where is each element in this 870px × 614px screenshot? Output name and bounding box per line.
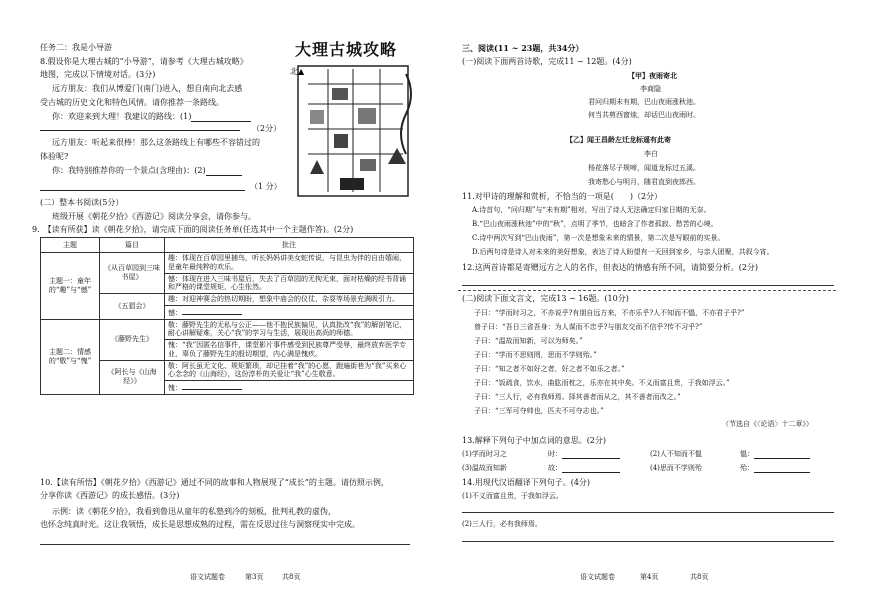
q11-option-c[interactable]: C.诗中两次写到“巴山夜雨”，第一次是想象未来的情景，第二次是写眼前的实景。	[472, 234, 725, 242]
row4-note2: 愧：	[168, 384, 182, 392]
poemA-title: 【甲】夜雨寄北	[628, 71, 677, 80]
row4-title: 《阿长与《山海经》》	[100, 360, 165, 394]
q8-you1: 你：欢迎来到大理！我建议的路线：(1)	[52, 112, 192, 121]
table-header-title: 篇目	[100, 238, 165, 253]
q10-example1: 示例：读《朝花夕拾》，我看到鲁迅从童年的私塾到冷的刻板，批判礼教的虚伪，	[52, 507, 336, 516]
poemA-line2: 何当共剪西窗烛，却话巴山夜雨时。	[588, 111, 700, 119]
q13-item4-word: 殆：	[740, 464, 754, 472]
q8-score2: （2分）	[252, 124, 282, 133]
row3-title: 《藤野先生》	[100, 319, 165, 360]
row1-note1: 趣：体现在百草园里捕鸟，听长妈妈讲美女蛇传说，与昆虫为伴的自由嬉闹，是童年最纯粹的欢乐。	[165, 253, 414, 274]
q13-item3-word: 故：	[548, 464, 562, 472]
right-footer-total: 共8页	[690, 573, 709, 581]
row3-note2: 愧：“我”因匿名信事件，课堂影片事件感受到民族尊严受辱，最终放弃医学专业，辜负了藤野先生的殷切期望，内心满是愧疚。	[165, 340, 414, 361]
row3-note1: 敬：藤野先生的无私与公正——他不抱民族偏见，认真批改“我”的解剖笔记，耐心讲解疑难，关心“我”的学习与生活，展现出高尚的师德。	[165, 319, 414, 340]
row4-answer-line[interactable]	[182, 382, 242, 390]
q13-item2-answer[interactable]	[754, 451, 810, 459]
q13-item1-answer[interactable]	[562, 451, 620, 459]
q11: 11.对甲诗的理解和赏析，不恰当的一项是( )（2分）	[462, 192, 663, 201]
theme2-cell: 主题二：情感的“敬”与“愧”	[41, 319, 100, 394]
row2-title: 《五猖会》	[100, 294, 165, 320]
classical-line7: 子曰：“三人行，必有我师焉。择其善者而从之，其不善者而改之。”	[474, 393, 681, 401]
row1-title: 《从百草园到三味书屋》	[100, 253, 165, 294]
q8-dialog1a: 远方朋友：我们从博爱门(南门)进入，想自南向北去感	[52, 84, 243, 93]
q11-option-b[interactable]: B.“巴山夜雨涨秋池”中的“秋”，点明了季节，也暗含了作者孤寂、愁苦的心境。	[472, 220, 718, 228]
q13-item4-answer[interactable]	[754, 465, 810, 473]
row2-note2: 憾：	[168, 308, 182, 317]
reading-task-table	[40, 237, 414, 395]
q13-item4: (4)思而不学则殆	[650, 464, 702, 472]
q13-item1-word: 时：	[548, 450, 562, 458]
sec3-title: 三、阅读(11 ~ 23题，共34分）	[462, 43, 584, 53]
q12-answer-line[interactable]	[462, 285, 834, 286]
left-footer-subject: 语文试题卷	[190, 573, 225, 581]
row2-answer-line[interactable]	[182, 307, 242, 315]
classical-line4: 子曰：“学而不思则罔，思而不学则殆。”	[474, 351, 597, 359]
table-header-theme: 主题	[41, 238, 100, 253]
poemB-line1: 杨花落尽子规啼，闻道龙标过五溪。	[588, 164, 700, 172]
q11-option-d[interactable]: D.后两句诗是诗人对未来的美好想象，表达了诗人盼望有一天回到家乡，与亲人团聚，共叙今宵。	[472, 248, 774, 256]
right-footer-subject: 语文试题卷	[580, 573, 615, 581]
q13-item2: (2)人不知而不愠	[650, 450, 702, 458]
q8-line1: 8.假设你是大理古城的“小导游”，请参考《大理古城攻略》	[40, 57, 248, 66]
sub2-title: (二)阅读下面文言文，完成13 ~ 16题。(10分)	[462, 294, 629, 303]
sec2-title: (二）整本书阅读(5分）	[40, 198, 124, 207]
classical-line8: 子曰：“三军可夺帅也，匹夫不可夺志也。”	[474, 407, 604, 415]
q8-line2: 地图，完成以下情境对话。(3分)	[40, 70, 156, 79]
task2-title: 任务二：我是小导游	[40, 43, 112, 52]
q10-line2: 分享你读《西游记》的成长感悟。(3分)	[40, 491, 180, 500]
poemA-author: 李商隐	[640, 85, 661, 93]
classical-line3: 子曰：“温故而知新，可以为师矣。”	[474, 337, 583, 345]
q8-answer1-line[interactable]	[191, 113, 251, 122]
q14-item2: (2)三人行，必有我师焉。	[462, 520, 542, 528]
q13-item1: (1)学而时习之	[462, 450, 507, 458]
right-footer-page: 第4页	[640, 573, 659, 581]
poemB-author: 李白	[644, 150, 658, 158]
classical-line2: 曾子曰：“吾日三省吾身：为人谋而不忠乎?与朋友交而不信乎?传不习乎?”	[474, 323, 703, 331]
q8-answer2-line2[interactable]	[40, 190, 245, 191]
q8-dialog2a: 远方朋友：听起来很棒！那么这条路线上有哪些不容错过的	[52, 138, 260, 147]
q9-line: 9. 【读有所获】读《朝花夕拾》，请完成下面的阅读任务单(任选其中一个主题作答)。(2分)	[32, 225, 354, 234]
table-header-note: 批注	[165, 238, 414, 253]
q13-item2-word: 愠：	[740, 450, 754, 458]
q14: 14.用现代汉语翻译下列句子。(4分)	[462, 478, 591, 487]
poemB-line2: 我寄愁心与明月，随君直到夜郎西。	[588, 178, 700, 186]
poemB-title: 【乙】闻王昌龄左迁龙标遥有此寄	[566, 135, 671, 144]
row1-note2: 憾：体现在进入三味书屋后，失去了百草园的无拘无束，面对枯燥的经书背诵和严格的课堂规矩，心生怅然。	[165, 273, 414, 294]
sec2-intro: 班级开展《朝花夕拾》《西游记》阅读分享会，请你参与。	[52, 212, 256, 221]
theme1-cell: 主题一：童年的“趣”与“憾”	[41, 253, 100, 320]
q14-item1-answer[interactable]	[462, 512, 834, 513]
q8-answer2-line[interactable]	[206, 167, 242, 176]
row4-note1: 敬：阿长虽无文化、规矩繁琐，却记挂着“我”的心愿，跑遍街巷为“我”买来心心念念的《山海经》，这份淳朴的关爱让“我”心生敬意。	[165, 360, 414, 381]
left-footer-page: 第3页	[245, 573, 264, 581]
classical-line6: 子曰：“饭疏食，饮水，曲肱而枕之，乐亦在其中矣。不义而富且贵，于我如浮云。”	[474, 379, 730, 387]
q8-answer1-line2[interactable]	[40, 130, 240, 131]
dali-map-illustration	[288, 44, 422, 202]
q10-example2: 也怀念纯真时光。这让我领悟，成长是思想成熟的过程，需在反思过往与洞察现实中完成。	[40, 520, 360, 529]
q10-line1: 10.【读有所悟】《朝花夕拾》《西游记》通过不同的故事和人物展现了“成长”的主题。请仿照示例，	[40, 478, 389, 487]
classical-line5: 子曰：“知之者不如好之者，好之者不如乐之者。”	[474, 365, 625, 373]
q8-score1: （1 分）	[250, 182, 282, 191]
q11-option-a[interactable]: A.诗首句，“问归期”与“未有期”相对，写出了诗人无法确定归家日期的无奈。	[472, 206, 711, 214]
poemA-line1: 君问归期未有期，巴山夜雨涨秋池。	[588, 98, 700, 106]
q13: 13.解释下列句子中加点词的意思。(2分)	[462, 436, 607, 445]
map-title: 大理古城攻略	[295, 40, 398, 59]
left-footer-total: 共8页	[282, 573, 301, 581]
q8-dialog1b: 受古城的历史文化和特色风情。请你推荐一条路线。	[40, 98, 224, 107]
section-divider	[458, 290, 836, 291]
classical-line1: 子曰：“学而时习之，不亦说乎?有朋自远方来，不亦乐乎?人不知而不愠，不亦君子乎?”	[474, 309, 745, 317]
sub1-title: (一)阅读下面两首诗歌，完成11 ~ 12题。(4分)	[462, 57, 632, 66]
q13-item3-answer[interactable]	[562, 465, 620, 473]
row2-note1: 趣：对迎神赛会的热切期盼，想象中庙会的仪仗、杂耍等场景充满吸引力。	[165, 294, 414, 306]
q10-answer-line[interactable]	[40, 544, 410, 545]
svg-text:北▲: 北▲	[290, 67, 305, 76]
q14-item2-answer[interactable]	[462, 541, 834, 542]
q8-you2: 你：我特别推荐你的一个景点(含理由)：(2)	[52, 166, 206, 175]
q8-dialog2b: 体验呢?	[40, 152, 69, 161]
q12: 12.这两首诗都是寄赠远方之人的名作，但表达的情感有所不同，请简要分析。(2分)	[462, 263, 759, 272]
classical-source: （节选自《〈论语〉十二章》）	[722, 420, 813, 428]
q14-item1: (1)不义而富且贵，于我如浮云。	[462, 492, 563, 500]
q13-item3: (3)温故而知新	[462, 464, 507, 472]
